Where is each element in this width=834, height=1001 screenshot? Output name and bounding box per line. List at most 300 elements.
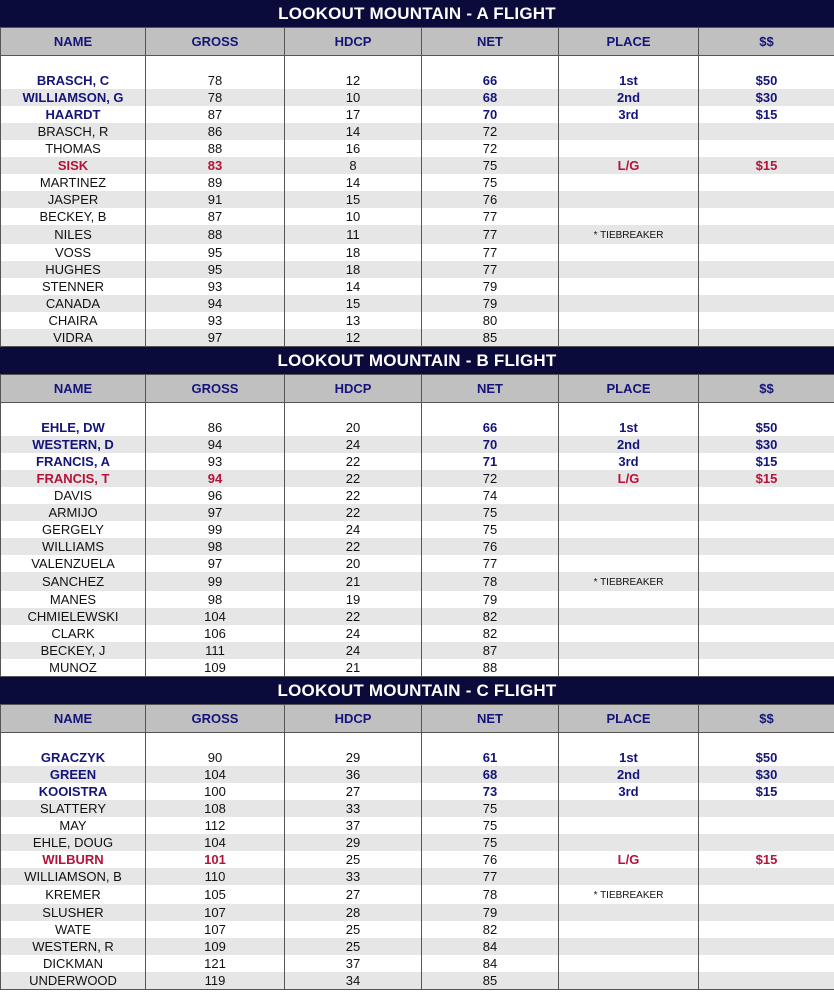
cell-place [559,572,699,591]
cell-money: $50 [699,419,834,436]
cell-name: WILLIAMS [1,538,146,555]
column-header-hdcp: HDCP [285,28,422,56]
cell-hdcp: 22 [285,504,422,521]
table-row [1,868,834,885]
cell-name: MANES [1,591,146,608]
cell-place: L/G [559,470,699,487]
table-row [1,419,834,436]
cell-net: 82 [422,608,559,625]
cell-hdcp: 22 [285,453,422,470]
cell-money [699,329,834,347]
cell-gross: 83 [146,157,285,174]
cell-name: GREEN [1,766,146,783]
cell-money [699,140,834,157]
cell-gross: 105 [146,885,285,904]
cell-name: SISK [1,157,146,174]
cell-hdcp: 22 [285,538,422,555]
table-row [1,608,834,625]
cell-hdcp: 13 [285,312,422,329]
cell-money: $30 [699,89,834,106]
cell-money: $15 [699,851,834,868]
table-row [1,938,834,955]
cell-name: MAY [1,817,146,834]
cell-place [559,123,699,140]
cell-gross: 110 [146,868,285,885]
cell-place [559,608,699,625]
flight-title: LOOKOUT MOUNTAIN - A FLIGHT [0,0,834,27]
cell-net: 75 [422,504,559,521]
table-row [1,572,834,591]
cell-gross: 87 [146,106,285,123]
cell-net: 87 [422,642,559,659]
cell-place [559,174,699,191]
cell-hdcp: 25 [285,851,422,868]
cell-money [699,868,834,885]
cell-money: $15 [699,470,834,487]
cell-gross: 104 [146,608,285,625]
header-row [1,705,834,733]
cell-place: 3rd [559,106,699,123]
table-row [1,191,834,208]
table-row [1,591,834,608]
cell-hdcp: 18 [285,244,422,261]
cell-name: HAARDT [1,106,146,123]
column-header-hdcp: HDCP [285,375,422,403]
cell-place [559,800,699,817]
cell-name: CHMIELEWSKI [1,608,146,625]
cell-hdcp: 33 [285,800,422,817]
cell-name: WILLIAMSON, G [1,89,146,106]
cell-net: 77 [422,868,559,885]
cell-hdcp: 28 [285,904,422,921]
cell-place [559,521,699,538]
cell-money [699,191,834,208]
table-row [1,766,834,783]
cell-money: $50 [699,72,834,89]
table-row [1,487,834,504]
cell-place [559,261,699,278]
header-row [1,28,834,56]
table-row [1,208,834,225]
table-row [1,278,834,295]
cell-place: 2nd [559,89,699,106]
column-header-name: NAME [1,375,146,403]
cell-gross: 95 [146,261,285,278]
column-header-hdcp: HDCP [285,705,422,733]
cell-net: 70 [422,436,559,453]
cell-name: JASPER [1,191,146,208]
table-row [1,972,834,990]
cell-hdcp: 16 [285,140,422,157]
cell-name: MUNOZ [1,659,146,677]
column-header-name: NAME [1,705,146,733]
cell-hdcp: 17 [285,106,422,123]
table-row [1,225,834,244]
cell-money [699,295,834,312]
cell-net: 79 [422,904,559,921]
cell-place [559,659,699,677]
cell-name: WATE [1,921,146,938]
cell-hdcp: 19 [285,591,422,608]
cell-gross: 86 [146,419,285,436]
cell-name: HUGHES [1,261,146,278]
cell-net: 84 [422,938,559,955]
table-row [1,123,834,140]
cell-net: 77 [422,208,559,225]
cell-hdcp: 10 [285,89,422,106]
cell-money: $50 [699,749,834,766]
cell-gross: 88 [146,225,285,244]
cell-hdcp: 24 [285,521,422,538]
cell-net: 76 [422,538,559,555]
cell-gross: 98 [146,538,285,555]
cell-hdcp: 14 [285,278,422,295]
cell-name: WILLIAMSON, B [1,868,146,885]
cell-net: 61 [422,749,559,766]
cell-hdcp: 14 [285,174,422,191]
cell-net: 72 [422,140,559,157]
cell-money [699,659,834,677]
cell-hdcp: 14 [285,123,422,140]
cell-hdcp: 20 [285,555,422,572]
cell-money [699,572,834,591]
cell-name: DAVIS [1,487,146,504]
cell-hdcp: 15 [285,295,422,312]
table-row [1,659,834,677]
cell-money [699,504,834,521]
cell-place: L/G [559,851,699,868]
cell-name: VALENZUELA [1,555,146,572]
table-row [1,157,834,174]
cell-name: SLATTERY [1,800,146,817]
table-row [1,453,834,470]
cell-hdcp: 11 [285,225,422,244]
cell-money [699,123,834,140]
cell-name: BECKEY, J [1,642,146,659]
cell-place [559,538,699,555]
tiebreaker-note: * TIEBREAKER [593,577,664,588]
flight-table [0,374,834,677]
cell-place [559,938,699,955]
cell-name: VIDRA [1,329,146,347]
cell-place [559,591,699,608]
cell-gross: 96 [146,487,285,504]
table-row [1,174,834,191]
table-row [1,851,834,868]
cell-name: UNDERWOOD [1,972,146,990]
cell-name: CANADA [1,295,146,312]
cell-hdcp: 15 [285,191,422,208]
cell-money [699,817,834,834]
column-header-net: NET [422,705,559,733]
cell-hdcp: 10 [285,208,422,225]
cell-hdcp: 25 [285,938,422,955]
table-row [1,555,834,572]
cell-money: $30 [699,436,834,453]
cell-gross: 100 [146,783,285,800]
cell-gross: 98 [146,591,285,608]
cell-name: VOSS [1,244,146,261]
table-row [1,749,834,766]
cell-gross: 101 [146,851,285,868]
cell-net: 72 [422,123,559,140]
cell-place: 3rd [559,783,699,800]
cell-gross: 95 [146,244,285,261]
cell-net: 77 [422,261,559,278]
flight-table [0,704,834,990]
cell-gross: 104 [146,834,285,851]
cell-name: GRACZYK [1,749,146,766]
table-row [1,955,834,972]
cell-hdcp: 12 [285,72,422,89]
cell-place [559,904,699,921]
table-row [1,783,834,800]
table-row [1,642,834,659]
cell-gross: 97 [146,329,285,347]
table-row [1,834,834,851]
cell-money [699,555,834,572]
cell-money [699,904,834,921]
cell-money [699,312,834,329]
cell-net: 68 [422,766,559,783]
cell-place [559,642,699,659]
cell-place: 2nd [559,436,699,453]
table-row [1,470,834,487]
cell-gross: 91 [146,191,285,208]
cell-place [559,244,699,261]
cell-hdcp: 37 [285,955,422,972]
table-row [1,521,834,538]
cell-place [559,625,699,642]
cell-money: $15 [699,453,834,470]
cell-place: 1st [559,419,699,436]
cell-hdcp: 37 [285,817,422,834]
cell-net: 74 [422,487,559,504]
table-row [1,504,834,521]
table-row [1,140,834,157]
cell-hdcp: 24 [285,436,422,453]
table-row [1,800,834,817]
cell-name: ARMIJO [1,504,146,521]
table-row [1,295,834,312]
cell-place: 1st [559,72,699,89]
cell-gross: 93 [146,453,285,470]
cell-net: 78 [422,885,559,904]
cell-net: 75 [422,834,559,851]
flight-title: LOOKOUT MOUNTAIN - B FLIGHT [0,347,834,374]
cell-hdcp: 8 [285,157,422,174]
cell-money [699,225,834,244]
cell-place [559,140,699,157]
cell-hdcp: 36 [285,766,422,783]
table-row [1,89,834,106]
cell-gross: 121 [146,955,285,972]
cell-net: 68 [422,89,559,106]
cell-name: KOOISTRA [1,783,146,800]
cell-place: 3rd [559,453,699,470]
column-header-name: NAME [1,28,146,56]
cell-net: 75 [422,174,559,191]
cell-net: 66 [422,72,559,89]
cell-net: 79 [422,295,559,312]
column-header-gross: GROSS [146,705,285,733]
cell-money: $15 [699,106,834,123]
flight-title: LOOKOUT MOUNTAIN - C FLIGHT [0,677,834,704]
cell-money [699,521,834,538]
cell-money [699,972,834,990]
cell-gross: 94 [146,295,285,312]
cell-name: GERGELY [1,521,146,538]
tiebreaker-note: * TIEBREAKER [593,890,664,901]
cell-hdcp: 12 [285,329,422,347]
cell-money [699,955,834,972]
cell-gross: 93 [146,278,285,295]
cell-money [699,538,834,555]
cell-name: BRASCH, R [1,123,146,140]
table-row [1,244,834,261]
table-row [1,436,834,453]
spacer-row [1,733,834,750]
cell-net: 71 [422,453,559,470]
cell-name: CLARK [1,625,146,642]
cell-name: WILBURN [1,851,146,868]
cell-place [559,868,699,885]
column-header-gross: GROSS [146,375,285,403]
cell-net: 75 [422,817,559,834]
cell-net: 82 [422,625,559,642]
cell-gross: 107 [146,921,285,938]
cell-money [699,921,834,938]
cell-name: THOMAS [1,140,146,157]
cell-place [559,834,699,851]
column-header-money: $$ [699,375,834,403]
cell-net: 75 [422,521,559,538]
cell-gross: 109 [146,938,285,955]
cell-hdcp: 25 [285,921,422,938]
table-row [1,106,834,123]
flight-table [0,27,834,347]
cell-net: 77 [422,244,559,261]
cell-gross: 78 [146,72,285,89]
cell-gross: 88 [146,140,285,157]
cell-hdcp: 22 [285,608,422,625]
cell-money [699,174,834,191]
cell-hdcp: 24 [285,625,422,642]
cell-gross: 94 [146,470,285,487]
cell-net: 77 [422,225,559,244]
table-row [1,904,834,921]
column-header-money: $$ [699,28,834,56]
cell-name: WESTERN, R [1,938,146,955]
cell-gross: 109 [146,659,285,677]
cell-place [559,504,699,521]
cell-money [699,278,834,295]
cell-gross: 111 [146,642,285,659]
cell-gross: 86 [146,123,285,140]
column-header-place: PLACE [559,705,699,733]
cell-net: 77 [422,555,559,572]
cell-place [559,329,699,347]
cell-money [699,938,834,955]
cell-name: STENNER [1,278,146,295]
cell-gross: 99 [146,572,285,591]
cell-name: MARTINEZ [1,174,146,191]
cell-net: 79 [422,591,559,608]
cell-gross: 108 [146,800,285,817]
cell-place [559,191,699,208]
cell-hdcp: 33 [285,868,422,885]
cell-hdcp: 21 [285,659,422,677]
cell-money [699,608,834,625]
column-header-gross: GROSS [146,28,285,56]
cell-gross: 119 [146,972,285,990]
table-row [1,538,834,555]
cell-money [699,208,834,225]
cell-money: $30 [699,766,834,783]
cell-name: CHAIRA [1,312,146,329]
cell-hdcp: 21 [285,572,422,591]
cell-place [559,921,699,938]
cell-hdcp: 24 [285,642,422,659]
tiebreaker-note: * TIEBREAKER [593,230,664,241]
cell-hdcp: 29 [285,749,422,766]
cell-hdcp: 34 [285,972,422,990]
cell-gross: 112 [146,817,285,834]
cell-name: BECKEY, B [1,208,146,225]
cell-money [699,487,834,504]
cell-place [559,555,699,572]
cell-hdcp: 27 [285,783,422,800]
cell-money [699,642,834,659]
cell-net: 78 [422,572,559,591]
cell-net: 75 [422,800,559,817]
cell-gross: 97 [146,504,285,521]
cell-name: EHLE, DOUG [1,834,146,851]
cell-gross: 89 [146,174,285,191]
cell-place [559,208,699,225]
cell-hdcp: 22 [285,470,422,487]
table-row [1,329,834,347]
cell-net: 88 [422,659,559,677]
cell-net: 73 [422,783,559,800]
column-header-net: NET [422,28,559,56]
cell-net: 76 [422,191,559,208]
cell-money [699,834,834,851]
cell-gross: 104 [146,766,285,783]
cell-hdcp: 29 [285,834,422,851]
cell-money: $15 [699,783,834,800]
cell-net: 75 [422,157,559,174]
cell-place: 2nd [559,766,699,783]
cell-gross: 78 [146,89,285,106]
cell-name: FRANCIS, A [1,453,146,470]
cell-name: DICKMAN [1,955,146,972]
spacer-row [1,56,834,73]
cell-gross: 90 [146,749,285,766]
table-row [1,885,834,904]
cell-gross: 107 [146,904,285,921]
table-row [1,625,834,642]
table-row [1,72,834,89]
cell-money [699,625,834,642]
cell-gross: 93 [146,312,285,329]
cell-name: WESTERN, D [1,436,146,453]
cell-money [699,244,834,261]
cell-net: 79 [422,278,559,295]
cell-gross: 106 [146,625,285,642]
cell-net: 85 [422,972,559,990]
spacer-row [1,403,834,420]
